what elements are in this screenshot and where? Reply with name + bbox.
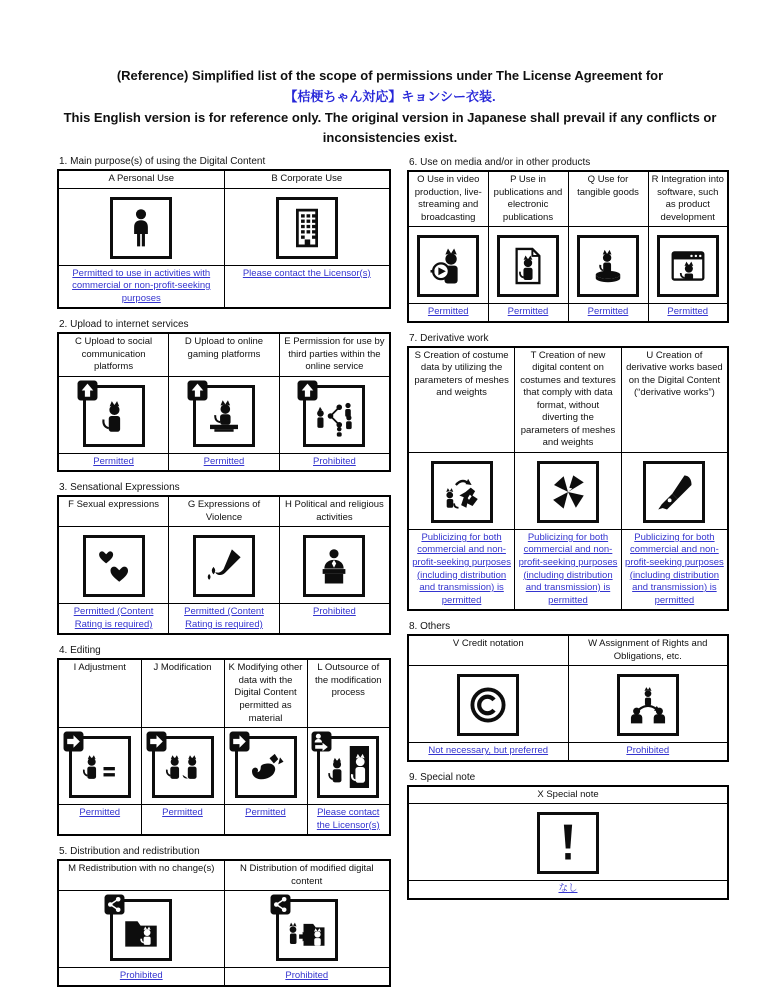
- section-sensational-expressions: [57, 482, 391, 635]
- person-icon: [110, 197, 172, 259]
- status-text: Please contact the Licensor(s): [316, 807, 380, 831]
- cell-label: N Distribution of modified digital content: [239, 863, 374, 887]
- outsource-icon: [317, 736, 379, 798]
- arrow-badge-icon: [229, 731, 250, 752]
- status-text: Permitted: [427, 306, 469, 318]
- status-text: Please contact the Licensor(s): [242, 267, 371, 279]
- cell-label: V Credit notation: [452, 638, 524, 650]
- permissions-table: [407, 785, 729, 900]
- title-line-1: (Reference) Simplified list of the scope of permissions under The License Agreement for: [116, 68, 664, 83]
- section-heading: 3. Sensational Expressions: [59, 482, 180, 494]
- title-line-disclaimer: This English version is for reference only. The original version in Japanese shall prevail if any conflicts or inconsistencies exist.: [63, 109, 717, 146]
- upload-badge-icon: [187, 380, 208, 401]
- section-heading: 4. Editing: [59, 645, 101, 657]
- status-text: Publicizing for both commercial and non-profit-seeking purposes (including distribution and transmission) is permitted: [625, 531, 724, 606]
- redistribution-icon: [110, 899, 172, 961]
- building-icon: [276, 197, 338, 259]
- cell-label: F Sexual expressions: [68, 499, 159, 511]
- software-integration-icon: [657, 235, 719, 297]
- hearts-icon: [83, 535, 145, 597]
- section-special-note: [407, 772, 729, 900]
- knife-icon: [193, 535, 255, 597]
- adjustment-icon: [69, 736, 131, 798]
- permissions-table: [57, 658, 391, 836]
- right-column: [407, 157, 729, 910]
- section-heading: 5. Distribution and redistribution: [59, 846, 200, 858]
- status-text: Prohibited: [313, 606, 356, 618]
- permissions-table: [57, 495, 391, 635]
- left-column: [57, 156, 391, 997]
- status-text: Prohibited: [626, 745, 670, 757]
- status-text: Permitted: [587, 306, 629, 318]
- outsource-badge-icon: [311, 731, 332, 752]
- cell-label: I Adjustment: [73, 662, 126, 674]
- status-text: Permitted (Content Rating is required): [73, 606, 154, 630]
- arrow-badge-icon: [63, 731, 84, 752]
- status-text: Publicizing for both commercial and non-profit-seeking purposes (including distribution and transmission) is permitted: [412, 531, 511, 606]
- third-party-share-icon: [303, 385, 365, 447]
- section-heading: 7. Derivative work: [409, 332, 489, 344]
- texture-creation-icon: [537, 461, 599, 523]
- document-title: [30, 66, 750, 149]
- share-badge-icon: [270, 894, 291, 915]
- cell-label: A Personal Use: [108, 173, 174, 184]
- cell-label: K Modifying other data with the Digital Content permitted as material: [228, 662, 303, 724]
- section-heading: 6. Use on media and/or in other products: [409, 157, 591, 168]
- cell-label: T Creation of new digital content on costumes and textures that comply with data format, without diverting the parameters of meshes and weights: [520, 349, 616, 449]
- section-derivative-work: [407, 333, 729, 611]
- section-main-purpose: [57, 156, 391, 309]
- status-text: Permitted (Content Rating is required): [184, 606, 264, 630]
- permissions-table: [57, 332, 391, 472]
- status-text: Prohibited: [285, 970, 329, 982]
- cell-label: W Assignment of Rights and Obligations, etc.: [588, 638, 708, 662]
- arrow-badge-icon: [146, 731, 167, 752]
- video-production-icon: [417, 235, 479, 297]
- status-text: Permitted: [93, 455, 134, 467]
- material-modify-icon: [235, 736, 297, 798]
- modified-distribution-icon: [276, 899, 338, 961]
- title-line-japanese: 【桔梗ちゃん対応】キョンシー衣装.: [284, 88, 496, 104]
- cell-label: Q Use for tangible goods: [577, 174, 639, 198]
- cell-label: O Use in video production, live-streaming and broadcasting: [414, 174, 482, 223]
- section-heading: 1. Main purpose(s) of using the Digital Content: [59, 156, 266, 167]
- cell-label: G Expressions of Violence: [187, 499, 261, 523]
- section-heading: 9. Special note: [409, 771, 476, 783]
- publication-icon: [497, 235, 559, 297]
- section-heading: 2. Upload to internet services: [59, 319, 189, 331]
- status-text: Permitted: [245, 807, 286, 819]
- section-upload-internet: [57, 319, 391, 472]
- tangible-goods-icon: [577, 235, 639, 297]
- pen-icon: [643, 461, 705, 523]
- exclamation-icon: [537, 812, 599, 874]
- status-text: Prohibited: [313, 455, 356, 467]
- permissions-table: [407, 346, 729, 611]
- section-editing: [57, 645, 391, 836]
- copyright-icon: [457, 674, 519, 736]
- cell-label: U Creation of derivative works based on the Digital Content (“derivative works”): [626, 349, 723, 399]
- status-text: Permitted: [79, 807, 121, 819]
- section-distribution: [57, 846, 391, 987]
- status-text: Permitted: [162, 807, 203, 819]
- cell-label: M Redistribution with no change(s): [68, 863, 215, 875]
- upload-badge-icon: [297, 380, 318, 401]
- status-text: Publicizing for both commercial and non-profit-seeking purposes (including distribution and transmission) is permitted: [518, 531, 618, 606]
- costume-data-icon: [431, 461, 493, 523]
- cell-label: S Creation of costume data by utilizing the parameters of meshes and weights: [414, 349, 509, 399]
- cell-label: X Special note: [537, 788, 599, 800]
- upload-gaming-icon: [193, 385, 255, 447]
- rights-assignment-icon: [617, 674, 679, 736]
- status-text: Permitted: [667, 306, 709, 318]
- section-others: [407, 621, 729, 762]
- cell-label: R Integration into software, such as product development: [651, 174, 724, 223]
- upload-social-icon: [83, 385, 145, 447]
- cell-label: C Upload to social communication platforms: [75, 336, 153, 373]
- status-text: Permitted: [203, 455, 245, 467]
- cell-label: J Modification: [153, 662, 212, 674]
- permissions-table: [57, 859, 391, 987]
- upload-badge-icon: [77, 380, 98, 401]
- section-media-products: [407, 157, 729, 323]
- cell-label: E Permission for use by third parties within the online service: [284, 336, 385, 373]
- section-heading: 8. Others: [409, 621, 451, 633]
- permissions-table: [57, 169, 391, 309]
- permissions-table: [407, 170, 729, 323]
- cell-label: H Political and religious activities: [285, 499, 384, 523]
- modification-icon: [152, 736, 214, 798]
- status-text: Permitted to use in activities with commercial or non-profit-seeking purposes: [72, 267, 211, 304]
- share-badge-icon: [104, 894, 125, 915]
- cell-label: D Upload to online gaming platforms: [184, 336, 264, 360]
- permissions-table: [407, 634, 729, 762]
- status-text: なし: [558, 883, 578, 895]
- cell-label: B Corporate Use: [271, 173, 343, 184]
- podium-speaker-icon: [303, 535, 365, 597]
- cell-label: P Use in publications and electronic publications: [493, 174, 563, 223]
- status-text: Permitted: [507, 306, 549, 318]
- status-text: Prohibited: [119, 970, 163, 982]
- cell-label: L Outsource of the modification process: [314, 662, 382, 699]
- status-text: Not necessary, but preferred: [428, 745, 549, 757]
